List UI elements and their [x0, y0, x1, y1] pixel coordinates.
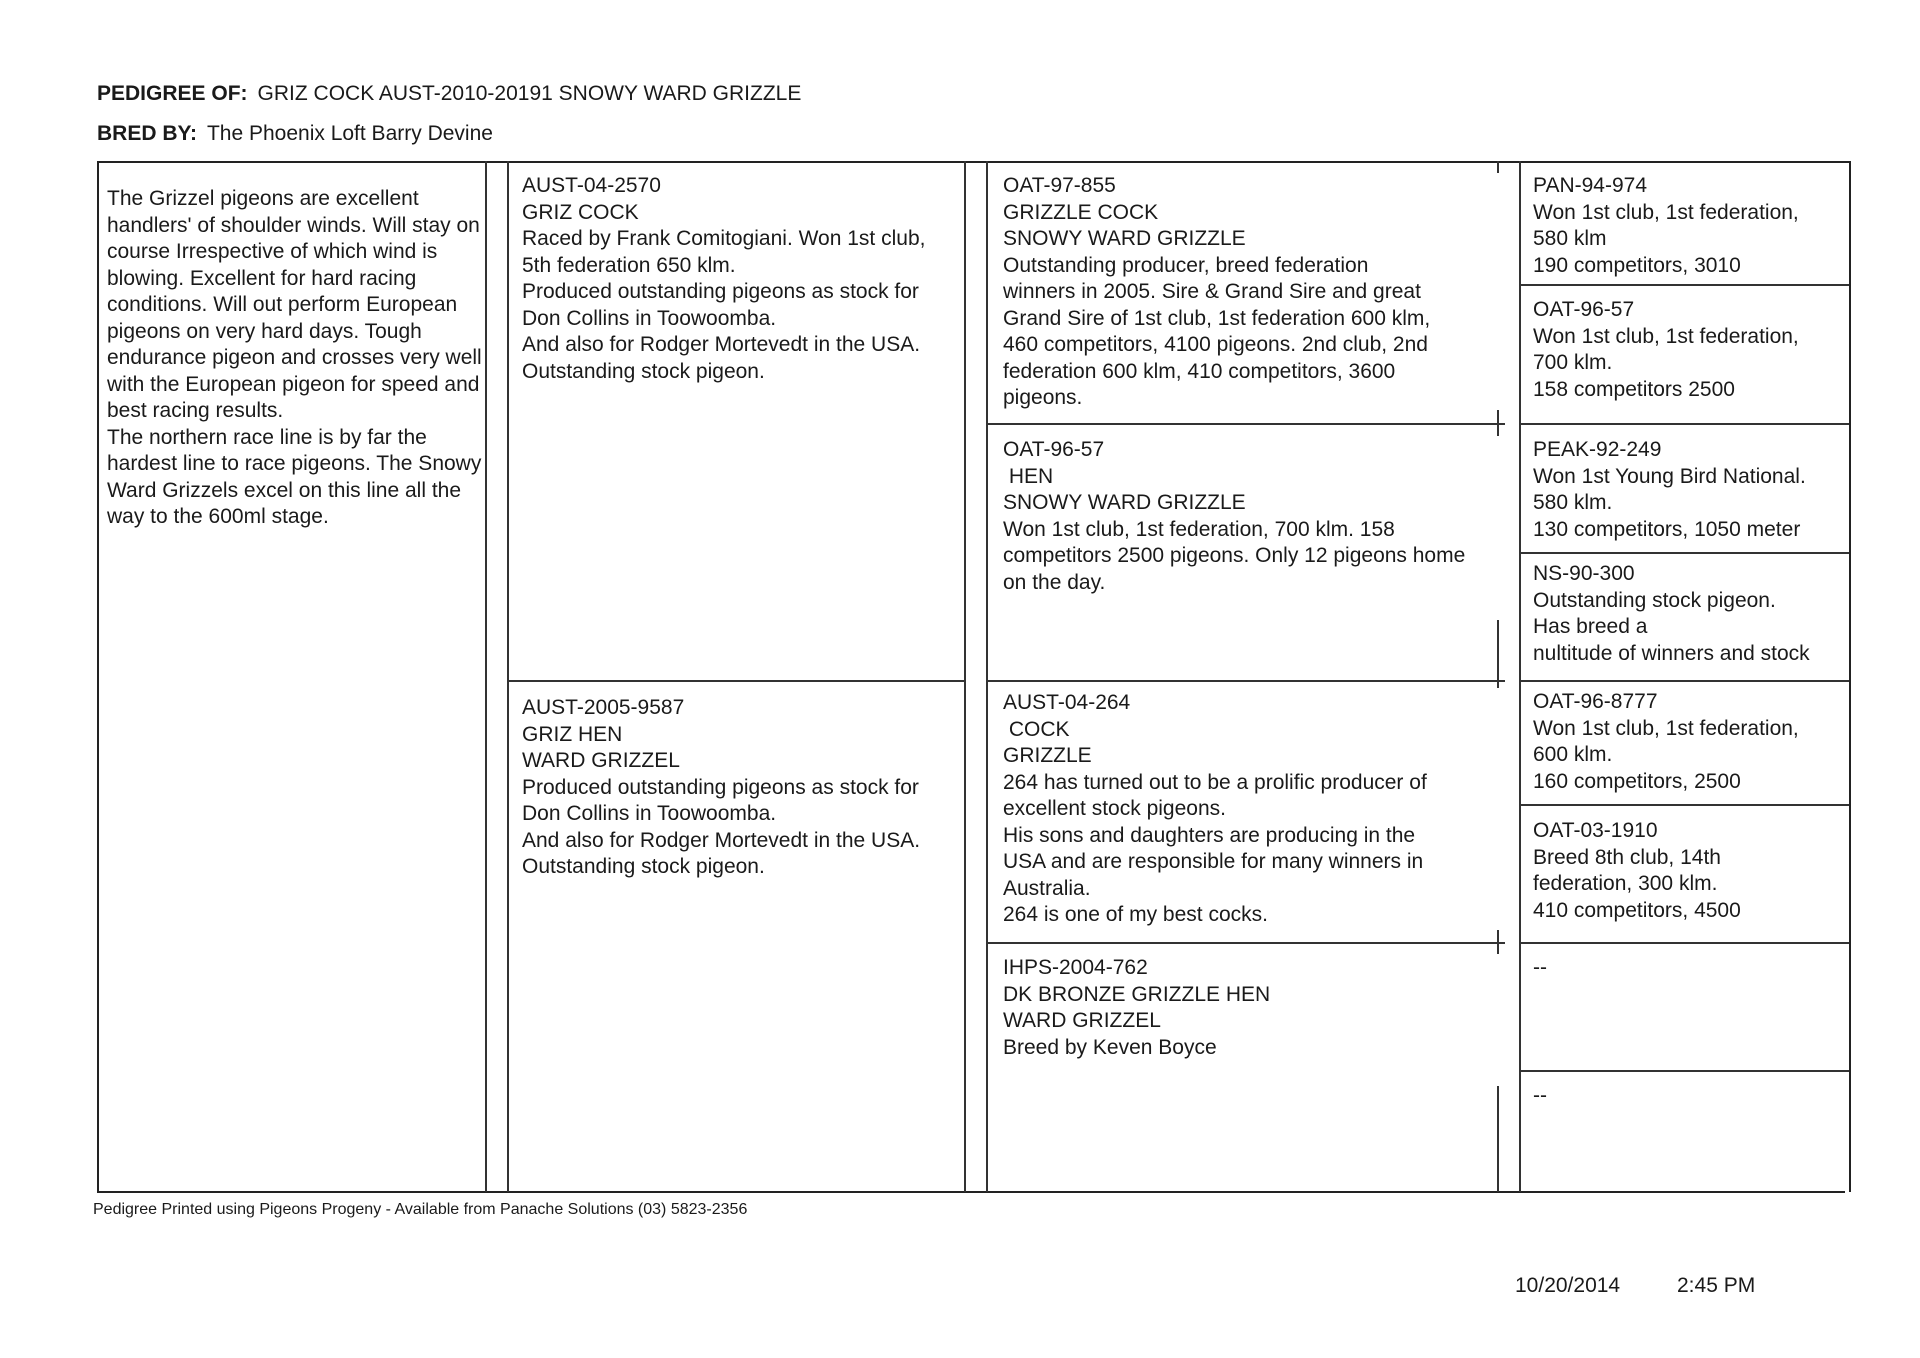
ggp-detail: Breed 8th club, 14th — [1533, 845, 1721, 869]
ggp-detail: 160 competitors, 2500 — [1533, 769, 1741, 793]
great-grandparent-entry — [1533, 173, 1849, 279]
ggp-ring-number: OAT-03-1910 — [1533, 819, 1658, 842]
dam-entry — [522, 695, 952, 881]
dam-sire-strain: GRIZZLE — [1003, 744, 1092, 767]
dam-detail: And also for Rodger Mortevedt in the USA. — [522, 828, 921, 852]
dam-sire-ring-number: AUST-04-264 — [1003, 691, 1131, 714]
great-grandparent-entry — [1533, 818, 1849, 924]
sire-detail: Outstanding stock pigeon. — [522, 359, 765, 383]
row-divider — [1519, 804, 1849, 806]
ggp-ring-number: NS-90-300 — [1533, 562, 1635, 585]
ggp-detail: Won 1st club, 1st federation, — [1533, 324, 1799, 348]
great-grandparent-entry — [1533, 561, 1849, 667]
dam-ring-number: AUST-2005-9587 — [522, 696, 685, 719]
ggp-empty-marker: -- — [1533, 956, 1547, 979]
row-divider — [1519, 680, 1849, 682]
sire-type: GRIZ COCK — [522, 200, 639, 224]
sire-dam-strain: SNOWY WARD GRIZZLE — [1003, 491, 1246, 514]
dam-strain: WARD GRIZZEL — [522, 749, 680, 772]
print-date: 10/20/2014 — [1515, 1274, 1621, 1297]
ggp-detail: 580 klm — [1533, 227, 1607, 250]
ggp-detail: 410 competitors, 4500 — [1533, 898, 1741, 922]
dam-sire-entry — [1003, 690, 1443, 929]
column-divider — [1519, 161, 1521, 1192]
dam-dam-detail: Breed by Keven Boyce — [1003, 1035, 1217, 1059]
pedigree-of-value: GRIZ COCK AUST-2010-20191 SNOWY WARD GRIZZLE — [257, 82, 802, 105]
breeder-notes — [107, 186, 487, 531]
dam-type: GRIZ HEN — [522, 722, 623, 746]
sire-ring-number: AUST-04-2570 — [522, 174, 661, 197]
ggp-detail: 190 competitors, 3010 — [1533, 253, 1741, 277]
great-grandparent-entry — [1533, 1083, 1849, 1110]
sire-dam-ring-number: OAT-96-57 — [1003, 438, 1105, 461]
sire-dam-type: HEN — [1003, 464, 1054, 488]
dam-sire-detail: 264 has turned out to be a prolific producer of excellent stock pigeons. — [1003, 770, 1427, 820]
row-divider — [1519, 942, 1849, 944]
pedigree-of-label: PEDIGREE OF: — [97, 82, 248, 105]
dam-dam-entry — [1003, 955, 1443, 1061]
ggp-detail: 700 klm. — [1533, 351, 1613, 374]
row-divider — [507, 680, 964, 682]
breeder-notes-text: The Grizzel pigeons are excellent handlers' of shoulder winds. Will stay on course Irrespective of which wind is blowing. Excellent for hard racing conditions. Will out perform European pigeons on very hard days. Tough endurance pigeon and crosses very well with the European pigeon for speed and best racing results. The northern race line is by far the hardest line to race pigeons. The Snowy Ward Grizzels excel on this line all the way to the 600ml stage. — [107, 187, 482, 528]
sire-dam-detail: Won 1st club, 1st federation, 700 klm. 158 competitors 2500 pigeons. Only 12 pigeons home on the day. — [1003, 517, 1466, 594]
sire-detail: 5th federation 650 klm. — [522, 253, 736, 277]
sire-detail: Raced by Frank Comitogiani. Won 1st club, — [522, 227, 926, 250]
column-divider — [507, 161, 509, 1192]
column-divider-tick — [1497, 1086, 1499, 1192]
bred-by-value: The Phoenix Loft Barry Devine — [206, 122, 493, 145]
ggp-detail: Has breed a — [1533, 615, 1648, 638]
column-divider-tick — [1497, 161, 1499, 173]
row-divider — [986, 942, 1505, 944]
dam-detail: Don Collins in Toowoomba. — [522, 802, 777, 825]
ggp-detail: 130 competitors, 1050 meter — [1533, 517, 1801, 541]
ggp-detail: nultitude of winners and stock — [1533, 641, 1810, 665]
ggp-ring-number: OAT-96-8777 — [1533, 690, 1658, 713]
ggp-detail: 580 klm. — [1533, 491, 1613, 514]
ggp-detail: Won 1st Young Bird National. — [1533, 464, 1806, 488]
row-divider — [986, 680, 1505, 682]
ggp-ring-number: PAN-94-974 — [1533, 174, 1648, 197]
sire-detail: Don Collins in Toowoomba. — [522, 306, 777, 330]
row-divider — [1519, 284, 1849, 286]
pedigree-chart-bottom-rule — [97, 1191, 1845, 1193]
sire-sire-type: GRIZZLE COCK — [1003, 200, 1159, 224]
sire-dam-entry — [1003, 437, 1483, 596]
sire-detail: And also for Rodger Mortevedt in the USA. — [522, 333, 921, 356]
print-time: 2:45 PM — [1677, 1274, 1756, 1297]
dam-dam-ring-number: IHPS-2004-762 — [1003, 956, 1148, 979]
ggp-detail: 600 klm. — [1533, 743, 1613, 766]
ggp-detail: federation, 300 klm. — [1533, 872, 1718, 895]
column-divider-tick — [1497, 620, 1499, 688]
great-grandparent-entry — [1533, 955, 1849, 982]
footer-credit: Pedigree Printed using Pigeons Progeny - Available from Panache Solutions (03) 5823-2356 — [93, 1201, 748, 1218]
ggp-ring-number: OAT-96-57 — [1533, 298, 1635, 321]
dam-detail: Outstanding stock pigeon. — [522, 855, 765, 878]
dam-sire-type: COCK — [1003, 717, 1070, 741]
great-grandparent-entry — [1533, 297, 1849, 403]
sire-sire-ring-number: OAT-97-855 — [1003, 174, 1116, 197]
ggp-detail: 158 competitors 2500 — [1533, 377, 1735, 401]
bred-by-line — [97, 122, 493, 146]
great-grandparent-entry — [1533, 437, 1849, 543]
ggp-detail: Outstanding stock pigeon. — [1533, 588, 1776, 612]
column-divider — [986, 161, 988, 1192]
sire-sire-detail: Outstanding producer, breed federation winners in 2005. Sire & Grand Sire and great Grand Sire of 1st club, 1st federation 600 klm, 460 competitors, 4100 pigeons. 2nd club, 2nd federation 600 klm, 410 competitors, 3600 pigeons. — [1003, 253, 1431, 409]
bred-by-label: BRED BY: — [97, 122, 197, 145]
row-divider — [1519, 552, 1849, 554]
sire-sire-entry — [1003, 173, 1443, 412]
ggp-detail: Won 1st club, 1st federation, — [1533, 716, 1799, 740]
ggp-detail: Won 1st club, 1st federation, — [1533, 200, 1799, 224]
dam-dam-strain: WARD GRIZZEL — [1003, 1009, 1161, 1032]
great-grandparent-entry — [1533, 689, 1849, 795]
sire-entry — [522, 173, 952, 385]
sire-detail: Produced outstanding pigeons as stock for — [522, 280, 919, 303]
dam-dam-type: DK BRONZE GRIZZLE HEN — [1003, 982, 1271, 1006]
dam-sire-detail: His sons and daughters are producing in the USA and are responsible for many winners in Australia. — [1003, 823, 1424, 900]
dam-detail: Produced outstanding pigeons as stock for — [522, 775, 919, 799]
sire-sire-strain: SNOWY WARD GRIZZLE — [1003, 227, 1246, 250]
row-divider — [1519, 423, 1849, 425]
dam-sire-detail: 264 is one of my best cocks. — [1003, 903, 1268, 926]
column-divider — [964, 161, 966, 1192]
pedigree-of-line — [97, 82, 801, 106]
row-divider — [986, 423, 1505, 425]
row-divider — [1519, 1070, 1849, 1072]
ggp-ring-number: PEAK-92-249 — [1533, 438, 1662, 461]
ggp-empty-marker: -- — [1533, 1084, 1547, 1107]
